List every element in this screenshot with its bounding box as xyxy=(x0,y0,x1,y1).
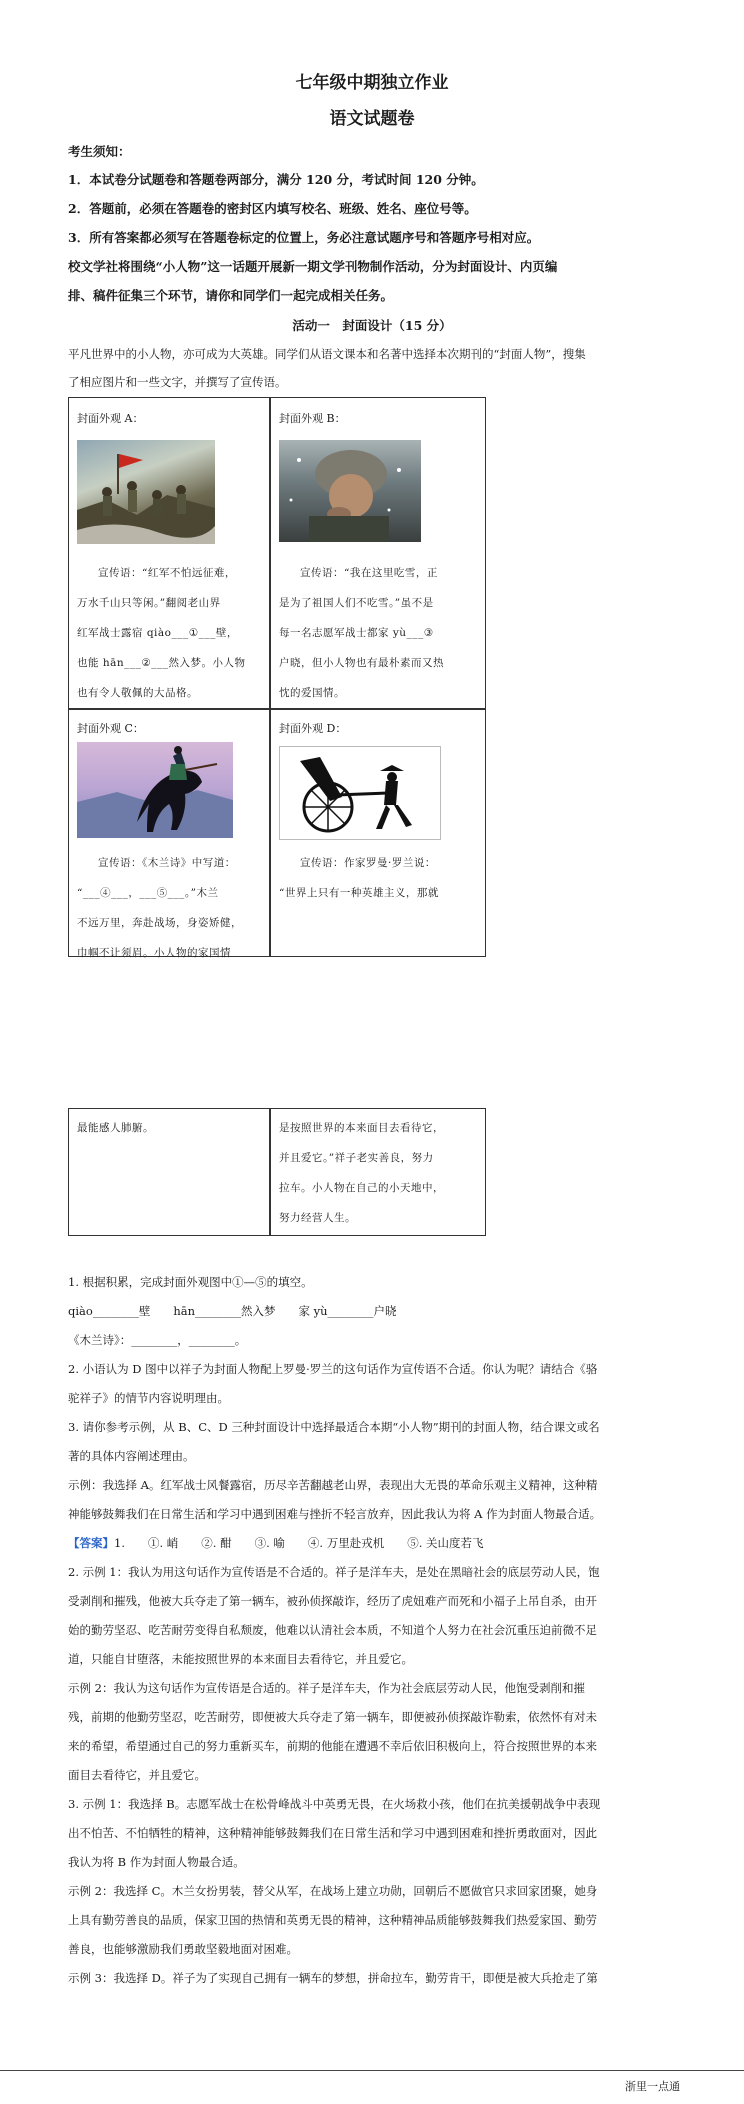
cover-d-line: 拉车。小人物在自己的小天地中， xyxy=(279,1182,444,1194)
notice-item: 3．所有答案都必须写在答题卷标定的位置上，务必注意试题序号和答题序号相对应。 xyxy=(68,230,540,245)
table-divider xyxy=(69,708,485,710)
activity-heading: 活动一 封面设计（15 分） xyxy=(292,318,452,333)
question-text: 3. 请你参考示例，从 B、C、D 三种封面设计中选择最适合本期“小人物”期刊的封面人物，结合课文或名 xyxy=(68,1420,600,1434)
answer-text: 1. ①. 峭 ②. 酣 ③. 喻 ④. 万里赴戎机 ⑤. 关山度若飞 xyxy=(114,1536,484,1550)
cover-d-line: 努力经营人生。 xyxy=(279,1212,356,1224)
soldier-in-snow-illustration xyxy=(279,440,421,542)
notice-item: 1．本试卷分试题卷和答题卷两部分，满分 120 分，考试时间 120 分钟。 xyxy=(68,172,484,187)
cover-d-text xyxy=(279,848,479,908)
notice-intro: 校文学社将围绕“小人物”这一话题开展新一期文学刊物制作活动，分为封面设计、内页编 xyxy=(68,259,558,274)
cover-b-line: 户晓，但小人物也有最朴素而又热 xyxy=(279,657,444,669)
cover-b-line: 每一名志愿军战士都家 yù___③ xyxy=(279,627,434,639)
volunteer-soldier-image xyxy=(279,440,421,542)
rickshaw-puller-illustration xyxy=(280,747,440,839)
cover-c-continued xyxy=(77,1113,263,1143)
cover-c-label: 封面外观 C： xyxy=(77,722,144,735)
cover-b-line: 是为了祖国人们不吃雪。”虽不是 xyxy=(279,597,434,609)
answer-tag: 【答案】 xyxy=(68,1536,114,1550)
cover-d-line: 并且爱它。”祥子老实善良，努力 xyxy=(279,1152,434,1164)
answer-line: 示例 2：我选择 C。木兰女扮男装，替父从军，在战场上建立功勋，回朝后不愿做官只求回家团聚，她身 xyxy=(68,1884,598,1898)
cover-d-line: 是按照世界的本来面目去看待它， xyxy=(279,1122,444,1134)
answer-line: 面目去看待它，并且爱它。 xyxy=(68,1768,206,1782)
cover-c xyxy=(77,720,263,959)
table-divider xyxy=(269,1109,271,1235)
cover-d xyxy=(279,720,479,899)
cover-a-line: 红军战士露宿 qiào___①___壁， xyxy=(77,627,238,639)
cover-c-line: 宣传语：《木兰诗》中写道： xyxy=(98,857,236,869)
answer-line: 示例 2：我认为这句话作为宣传语是合适的。祥子是洋车夫，作为社会底层劳动人民，他饱受剥削和摧 xyxy=(68,1681,585,1695)
question-text: 《木兰诗》：________，________。 xyxy=(68,1333,247,1347)
answer-line: 出不怕苦、不怕牺牲的精神，这种精神能够鼓舞我们在日常生活和学习中遇到困难和挫折勇敢面对，因此 xyxy=(68,1826,597,1840)
cover-c-text xyxy=(77,848,263,968)
cover-a xyxy=(77,410,263,699)
cover-a-line: 万水千山只等闲。”翻阅老山界 xyxy=(77,597,221,609)
activity-desc: 平凡世界中的小人物，亦可成为大英雄。同学们从语文课本和名著中选择本次期刊的“封面人物”，搜集 xyxy=(68,347,586,361)
cover-b-line: 忱的爱国情。 xyxy=(279,687,345,699)
cover-d-label: 封面外观 D： xyxy=(279,722,347,735)
cover-c-line: 不远万里，奔赴战场，身姿矫健， xyxy=(77,917,242,929)
activity-desc: 了相应图片和一些文字，并撰写了宣传语。 xyxy=(68,375,287,389)
cover-c-line: 巾帼不让须眉。小人物的家国情 xyxy=(77,947,231,959)
answer-line: 残，前期的他勤劳坚忍，吃苦耐劳，即便被大兵夺走了第一辆车，即便被孙侦探敲诈勒索，依然怀有对未 xyxy=(68,1710,597,1724)
notice-intro: 排、稿件征集三个环节，请你和同学们一起完成相关任务。 xyxy=(68,288,394,303)
footer-brand: 浙里一点通 xyxy=(625,2080,680,2093)
page-subtitle: 语文试题卷 xyxy=(329,109,415,129)
question-text: 示例：我选择 A。红军战士风餐露宿，历尽辛苦翻越老山界，表现出大无畏的革命乐观主义精神，这种精 xyxy=(68,1478,598,1492)
cover-a-line: 宣传语：“红军不怕远征难， xyxy=(98,567,236,579)
question-text: 驼祥子》的情节内容说明理由。 xyxy=(68,1391,229,1405)
answer-line: 我认为将 B 作为封面人物最合适。 xyxy=(68,1855,245,1869)
answer-line: 2. 示例 1：我认为用这句话作为宣传语是不合适的。祥子是洋车夫，是处在黑暗社会的底层劳动人民，饱 xyxy=(68,1565,600,1579)
notice-heading: 考生须知： xyxy=(68,144,131,159)
cover-d-continued xyxy=(279,1113,479,1233)
rickshaw-image xyxy=(279,746,441,840)
red-army-image xyxy=(77,440,215,544)
mulan-image xyxy=(77,742,233,838)
cover-a-text xyxy=(77,558,263,708)
cover-b-text xyxy=(279,558,479,708)
cover-d-line: 宣传语：作家罗曼·罗兰说： xyxy=(300,857,436,869)
red-army-illustration xyxy=(77,440,215,544)
cover-b xyxy=(279,410,479,699)
answer-line: 上具有勤劳善良的品质，保家卫国的热情和英勇无畏的精神，这种精神品质能够鼓舞我们热爱家国、勤劳 xyxy=(68,1913,597,1927)
question-text: 1. 根据积累，完成封面外观图中①—⑤的填空。 xyxy=(68,1275,313,1289)
answer-line: 始的勤劳坚忍、吃苦耐劳变得自私颓废，他难以认清社会本质，不知道个人努力在社会沉重压迫前微不足 xyxy=(68,1623,597,1637)
answer-line: 3. 示例 1：我选择 B。志愿军战士在松骨峰战斗中英勇无畏，在火场救小孩，他们在抗美援朝战争中表现 xyxy=(68,1797,601,1811)
mulan-on-horse-illustration xyxy=(77,742,233,838)
answer-line: 受剥削和摧残，他被大兵夺走了第一辆车，被孙侦探敲诈，经历了虎妞难产而死和小福子上吊自杀，由开 xyxy=(68,1594,597,1608)
question-text: 著的具体内容阐述理由。 xyxy=(68,1449,195,1463)
cover-a-label: 封面外观 A： xyxy=(77,412,144,425)
footer-rule xyxy=(0,2070,744,2071)
cover-b-line: 宣传语：“我在这里吃雪，正 xyxy=(300,567,438,579)
cover-b-label: 封面外观 B： xyxy=(279,412,346,425)
answer-first-line xyxy=(68,1529,680,1558)
answer-line: 道，只能自甘堕落，未能按照世界的本来面目去看待它，并且爱它。 xyxy=(68,1652,413,1666)
cover-c-line: 最能感人肺腑。 xyxy=(77,1122,154,1134)
answer-line: 示例 3：我选择 D。祥子为了实现自己拥有一辆车的梦想，拼命拉车，勤劳肯干，即便是被大兵抢走了第 xyxy=(68,1971,598,1985)
answer-line: 善良，也能够激励我们勇敢坚毅地面对困难。 xyxy=(68,1942,298,1956)
question-text: 神能够鼓舞我们在日常生活和学习中遇到困难与挫折不轻言放弃，因此我认为将 A 作为封面人物最合适。 xyxy=(68,1507,602,1521)
table-divider xyxy=(269,398,271,956)
cover-a-line: 也有令人敬佩的大品格。 xyxy=(77,687,198,699)
cover-c-line: “___④___，___⑤___。”木兰 xyxy=(77,887,219,899)
cover-table xyxy=(68,397,486,957)
answer-line: 来的希望，希望通过自己的努力重新买车，前期的他能在遭遇不幸后依旧积极向上，符合按照世界的本来 xyxy=(68,1739,597,1753)
question-text: qiào________壁 hān________然入梦 家 yù________户晓 xyxy=(68,1304,397,1318)
cover-table-continued xyxy=(68,1108,486,1236)
notice-item: 2．答题前，必须在答题卷的密封区内填写校名、班级、姓名、座位号等。 xyxy=(68,201,477,216)
cover-a-line: 也能 hān___②___然入梦。小人物 xyxy=(77,657,246,669)
page-title: 七年级中期独立作业 xyxy=(295,73,449,93)
cover-d-line: “世界上只有一种英雄主义，那就 xyxy=(279,887,439,899)
question-text: 2. 小语认为 D 图中以祥子为封面人物配上罗曼·罗兰的这句话作为宣传语不合适。你认为呢？请结合《骆 xyxy=(68,1362,598,1376)
